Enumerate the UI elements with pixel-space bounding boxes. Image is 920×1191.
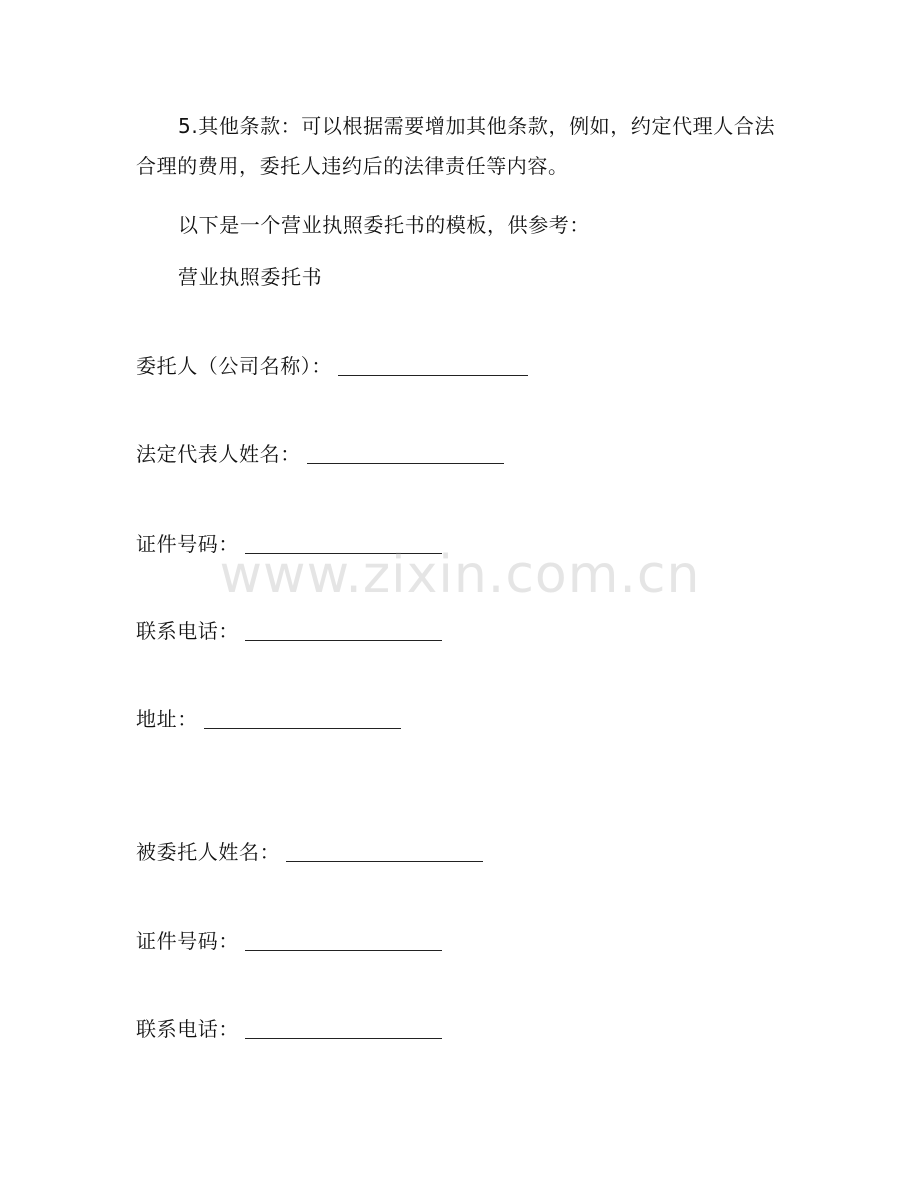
legal-rep-name-field <box>136 440 504 468</box>
field-label: 证件号码： <box>136 929 239 953</box>
principal-company-field <box>136 352 528 380</box>
fill-in-blank[interactable] <box>245 533 442 554</box>
field-label: 联系电话： <box>136 619 239 643</box>
principal-phone-field <box>136 617 442 645</box>
field-label: 联系电话： <box>136 1017 239 1041</box>
watermark: www.zixin.com.cn <box>219 545 701 605</box>
field-label: 地址： <box>136 707 198 731</box>
principal-id-number-field <box>136 530 442 558</box>
doc-title: 营业执照委托书 <box>178 265 323 289</box>
agent-phone-field <box>136 1015 442 1043</box>
fill-in-blank[interactable] <box>245 1018 442 1039</box>
clause-5-paragraph: 5.其他条款：可以根据需要增加其他条款，例如，约定代理人合法合理的费用，委托人违约后的法律责任等内容。 <box>136 114 776 178</box>
fill-in-blank[interactable] <box>245 620 442 641</box>
fill-in-blank[interactable] <box>245 930 442 951</box>
fill-in-blank[interactable] <box>307 443 504 464</box>
field-label: 被委托人姓名： <box>136 840 281 864</box>
fill-in-blank[interactable] <box>286 841 483 862</box>
field-label: 法定代表人姓名： <box>136 442 301 466</box>
fill-in-blank[interactable] <box>204 708 401 729</box>
agent-name-field <box>136 838 483 866</box>
agent-id-number-field <box>136 927 442 955</box>
fill-in-blank[interactable] <box>338 355 528 376</box>
template-intro: 以下是一个营业执照委托书的模板，供参考： <box>178 213 590 237</box>
principal-address-field <box>136 705 401 733</box>
field-label: 证件号码： <box>136 532 239 556</box>
field-label: 委托人（公司名称）： <box>136 354 332 378</box>
